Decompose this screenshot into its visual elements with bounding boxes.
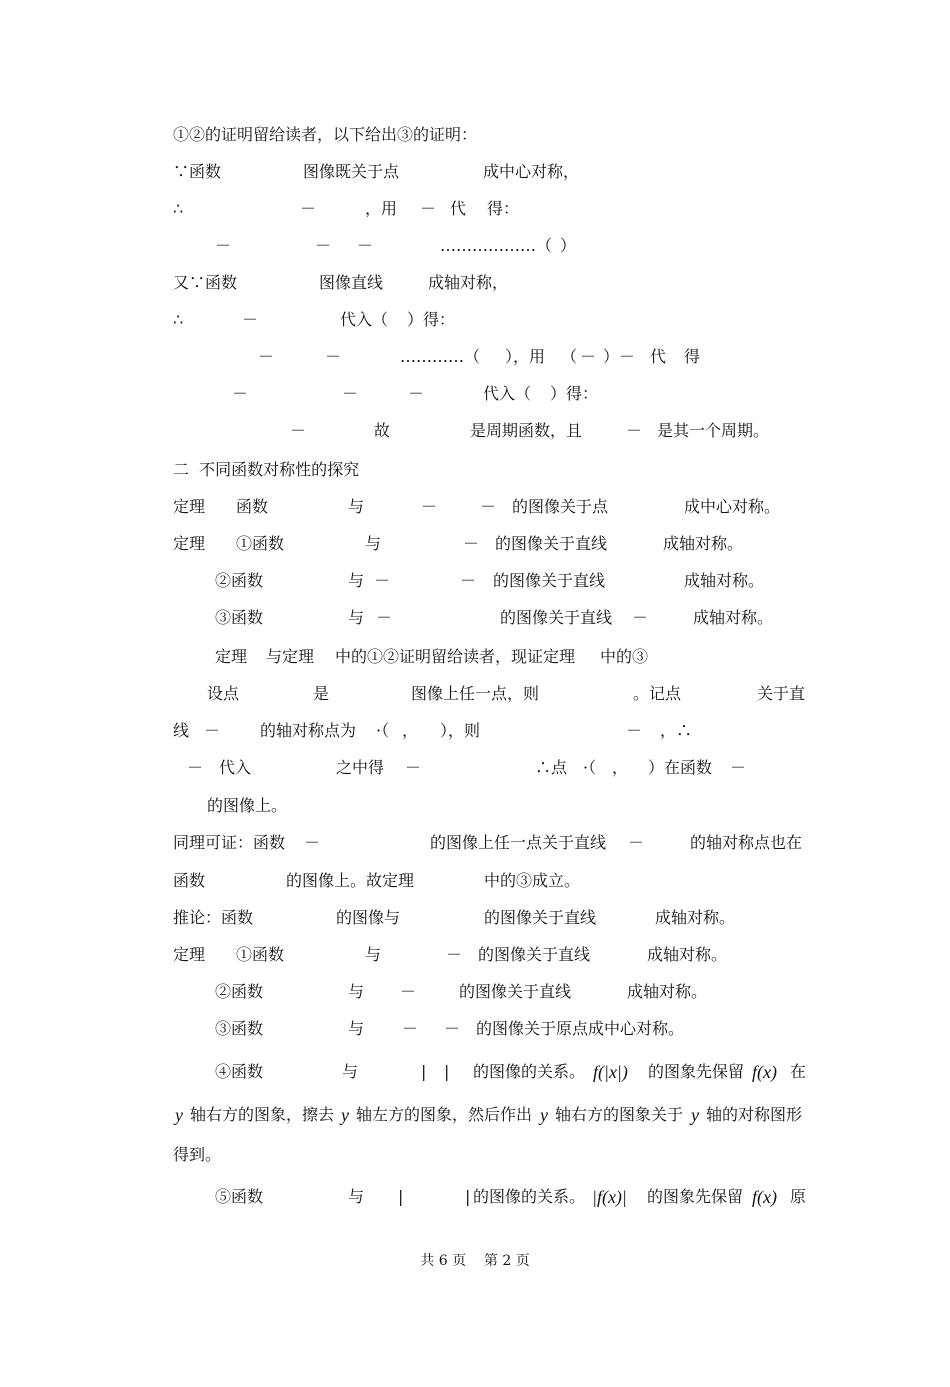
text-segment: － <box>357 236 374 255</box>
text-segment: 代入 <box>219 758 252 777</box>
text-line <box>0 125 478 165</box>
text-segment: 成轴对称。 <box>647 945 728 964</box>
text-segment: 的图象先保留 <box>648 1062 745 1081</box>
text-segment: 同理可证：函数 <box>173 833 286 852</box>
text-segment: － <box>215 236 232 255</box>
text-segment: － <box>304 833 321 852</box>
text-segment: － <box>290 421 307 440</box>
text-segment: …………（ <box>400 347 481 366</box>
text-segment: 代入（ <box>340 310 389 329</box>
text-segment: ）得： <box>407 310 456 329</box>
math-expression: y <box>691 1105 699 1125</box>
text-segment: ） <box>560 236 577 255</box>
text-segment: | <box>421 1062 427 1081</box>
text-segment: 推论：函数 <box>173 908 254 927</box>
text-segment: 轴的对称图形 <box>706 1105 803 1124</box>
text-segment: 得： <box>487 199 520 218</box>
text-segment: 轴右方的图象关于 <box>555 1105 684 1124</box>
text-segment: 成轴对称。 <box>627 982 708 1001</box>
text-segment: － <box>626 421 643 440</box>
text-segment: ，用 <box>365 199 398 218</box>
text-segment: 与 <box>365 945 382 964</box>
text-segment: 的图像的关系。 <box>473 1062 586 1081</box>
text-segment: ②函数 <box>215 982 264 1001</box>
text-segment: 的图像关于直线 <box>500 608 613 627</box>
text-segment: 成轴对称， <box>428 273 509 292</box>
text-segment: 的图像关于点 <box>512 497 609 516</box>
text-segment: 又∵函数 <box>173 273 238 292</box>
text-segment: 的图像的关系。 <box>473 1187 586 1206</box>
text-segment: 成轴对称。 <box>663 534 744 553</box>
text-segment: 得到。 <box>173 1145 222 1164</box>
text-segment: 定理 <box>173 497 206 516</box>
text-segment: ·（ <box>376 721 390 740</box>
text-segment: 成中心对称。 <box>684 497 781 516</box>
text-segment: － <box>232 384 249 403</box>
text-segment: ①②的证明留给读者，以下给出③的证明： <box>173 125 478 144</box>
text-segment: 与 <box>348 1019 365 1038</box>
text-segment: 代 <box>650 347 667 366</box>
text-segment: － <box>242 310 259 329</box>
text-line <box>0 796 288 836</box>
text-segment: 的图像关于直线 <box>484 908 597 927</box>
text-segment: － <box>632 608 649 627</box>
text-segment: － <box>405 758 422 777</box>
text-segment: 的图像上。 <box>207 796 288 815</box>
text-segment: － <box>300 199 317 218</box>
text-segment: 与 <box>365 534 382 553</box>
text-segment: | <box>444 1062 450 1081</box>
text-segment: 代入（ <box>483 384 532 403</box>
text-segment: － <box>342 384 359 403</box>
text-segment: 的图像上。故定理 <box>286 871 415 890</box>
text-segment: ∴ <box>173 310 184 329</box>
text-segment: － <box>460 571 477 590</box>
text-segment: 图像直线 <box>319 273 384 292</box>
text-segment: 的图象先保留 <box>647 1187 744 1206</box>
text-segment: ∴ <box>173 199 184 218</box>
text-segment: 函数 <box>173 871 206 890</box>
text-segment: 是 <box>313 684 330 703</box>
math-expression: f(x) <box>752 1187 777 1207</box>
text-segment: ）－ <box>603 347 636 366</box>
text-segment: 定理 <box>215 647 248 666</box>
text-segment: 的图像上任一点关于直线 <box>430 833 607 852</box>
text-segment: ②函数 <box>215 571 264 590</box>
text-segment: 的轴对称点也在 <box>690 833 803 852</box>
text-segment: 的图像与 <box>336 908 401 927</box>
text-segment: 中的③ <box>600 647 649 666</box>
text-segment: 图像上任一点，则 <box>411 684 540 703</box>
text-segment: － <box>580 347 597 366</box>
text-segment: 成轴对称。 <box>693 608 774 627</box>
text-segment: － <box>446 945 463 964</box>
text-segment: 线 <box>173 721 190 740</box>
math-expression: f(x) <box>752 1062 777 1082</box>
text-segment: ），则 <box>440 721 481 740</box>
text-segment: 成中心对称， <box>483 162 580 181</box>
text-segment: ）得： <box>550 384 599 403</box>
text-segment: 与 <box>348 608 365 627</box>
text-segment: ④函数 <box>215 1062 264 1081</box>
text-segment: 代 <box>450 199 467 218</box>
text-segment: － <box>480 497 497 516</box>
text-segment: 在 <box>790 1062 807 1081</box>
text-segment: 的图像关于原点成中心对称。 <box>476 1019 685 1038</box>
text-segment: － <box>628 833 645 852</box>
text-segment: 设点 <box>207 684 240 703</box>
text-segment: ③函数 <box>215 608 264 627</box>
text-segment: 的轴对称点为 <box>260 721 357 740</box>
text-segment: － <box>626 721 643 740</box>
text-segment: ③函数 <box>215 1019 264 1038</box>
text-segment: ⑤函数 <box>215 1187 264 1206</box>
text-segment: 故 <box>374 421 391 440</box>
text-segment: 与 <box>348 497 365 516</box>
text-segment: 定理 <box>173 945 206 964</box>
text-segment: ， <box>402 721 419 740</box>
text-segment: 轴左方的图象，然后作出 <box>356 1105 533 1124</box>
text-segment: 二 不同函数对称性的探究 <box>173 460 360 479</box>
text-segment: | <box>465 1187 471 1206</box>
text-segment: 原 <box>790 1187 807 1206</box>
text-segment: 的图像关于直线 <box>459 982 572 1001</box>
text-segment: 的图像关于直线 <box>478 945 591 964</box>
text-segment: － <box>400 982 417 1001</box>
text-segment: ①函数 <box>236 534 285 553</box>
text-segment: － <box>421 497 438 516</box>
text-segment: － <box>463 534 480 553</box>
text-segment: 。记点 <box>633 684 682 703</box>
text-segment: － <box>258 347 275 366</box>
text-segment: 成轴对称。 <box>655 908 736 927</box>
text-segment: － <box>187 758 204 777</box>
math-expression: y <box>341 1105 349 1125</box>
text-segment: ∵函数 <box>173 162 222 181</box>
text-segment: 成轴对称。 <box>684 571 765 590</box>
text-segment: 图像既关于点 <box>303 162 400 181</box>
text-segment: 是其一个周期。 <box>657 421 770 440</box>
math-expression: y <box>175 1105 183 1125</box>
text-segment: 与定理 <box>266 647 315 666</box>
text-segment: 是周期函数，且 <box>470 421 583 440</box>
text-segment: 中的①②证明留给读者，现证定理 <box>335 647 576 666</box>
text-segment: ①函数 <box>236 945 285 964</box>
math-expression: y <box>540 1105 548 1125</box>
text-segment: 关于直 <box>757 684 806 703</box>
text-line <box>0 1145 222 1185</box>
text-segment: － <box>376 608 393 627</box>
text-segment: 之中得 <box>336 758 385 777</box>
text-segment: 的图像关于直线 <box>495 534 608 553</box>
text-segment: － <box>402 1019 419 1038</box>
section-heading <box>0 460 360 500</box>
text-segment: 的图像关于直线 <box>493 571 606 590</box>
text-segment: － <box>204 721 221 740</box>
text-segment: ， <box>612 758 629 777</box>
text-segment: 轴右方的图象，擦去 <box>190 1105 335 1124</box>
text-segment: 得 <box>684 347 701 366</box>
text-segment: － <box>444 1019 461 1038</box>
text-segment: － <box>730 758 747 777</box>
text-segment: ），用 <box>505 347 546 366</box>
text-segment: － <box>325 347 342 366</box>
text-segment: 与 <box>348 571 365 590</box>
text-segment: － <box>315 236 332 255</box>
page-footer: 共 6 页 第 2 页 <box>420 1253 530 1269</box>
text-segment: 中的③成立。 <box>484 871 581 890</box>
text-segment: ∴点 <box>535 758 568 777</box>
text-segment: | <box>398 1187 404 1206</box>
text-segment: 定理 <box>173 534 206 553</box>
text-segment: ，∴ <box>660 721 693 740</box>
text-segment: － <box>420 199 437 218</box>
text-segment: ………………（ <box>440 236 553 255</box>
text-segment: 与 <box>342 1062 359 1081</box>
text-segment: 函数 <box>236 497 269 516</box>
math-expression: f(|x|) <box>593 1062 628 1082</box>
math-expression: |f(x)| <box>592 1187 627 1207</box>
text-segment: － <box>374 571 391 590</box>
text-segment: 与 <box>348 1187 365 1206</box>
text-segment: ）在函数 <box>648 758 713 777</box>
text-segment: － <box>408 384 425 403</box>
text-segment: ·（ <box>583 758 597 777</box>
text-segment: 与 <box>348 982 365 1001</box>
text-segment: （ <box>561 347 578 366</box>
